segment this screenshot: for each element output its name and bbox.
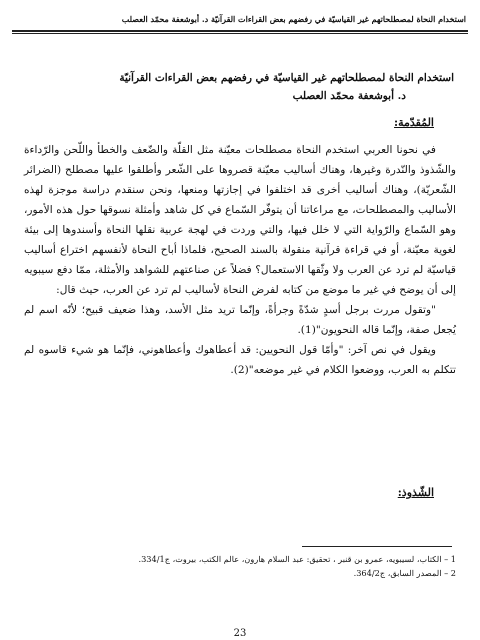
body-text — [24, 140, 456, 380]
footnote-1: 1 – الكتاب، لسيبويه، عمرو بن قنبر ، تحقيق: عبد السلام هارون، عالم الكتب، بيروت، ج334/1. — [138, 554, 456, 564]
header-rule-thin — [12, 33, 468, 34]
paragraph: ويقول في نص آخر: "وأمّا قول النحويين: قد أعطاهوك وأعطاهوني، فإنّما هو شيء قاسوه لم تتكلم به العرب، ووضعوا الكلام في غير موضعه"(2). — [24, 344, 456, 376]
footnote-2: 2 – المصدر السابق، ج364/2. — [353, 568, 456, 578]
section-heading-introduction: المُقدّمة: — [394, 116, 434, 129]
quote-paragraph: "وتقول مررت برجل أسدٍ شدّةً وجرأةً، وإنّما تريد مثل الأسد، وهذا ضعيف قبيح؛ لأنّه اسم لم يُجعل صفة، وإنّما قاله النحويون"(1). — [24, 304, 456, 336]
header-rule — [12, 30, 468, 32]
paragraph: في نحونا العربي استخدم النحاة مصطلحات معيّنة مثل القلّة والضّعف والخطأ واللّحن والرّداءة والشّذوذ والنّدرة وغيرها، وهناك أساليب معيّنة قصروها على الشّعر وأطلقوا عليها مصطلح (الضرائر الشّعريّة)، وهناك أساليب أخرى قد اختلفوا في إجازتها ومنعها، ونحن سنقدم دراسة موجزة لهذه الأساليب والمصطلحات، مع مراعاتنا أن يتوفّر السّماع في كل شاهد وأمثلة نسوقها حول هذه الأمور، وهو السّماع والرّواية التي لا خلل فيها، والتي وردت في لهجة عربية نقلها النحاة وأسندوها إلى بيئة لغوية معيّنة، أو في قراءة قرآنية منقولة بالسند الصحيح، فلماذا أباح النحاة لأنفسهم اختراع أساليب قياسيّة لم ترد عن العرب ولا وثّقها الاستعمال؟ فضلاً عن صناعتهم للشواهد والأمثلة، ممّا دفع سيبويه إلى أن يوضح في غير ما موضع من كتابه لفرض النحاة لأساليب لم ترد عن العرب، حيث قال: — [24, 144, 456, 296]
running-header: استخدام النحاة لمصطلحاتهم غير القياسيّة في رفضهم بعض القراءات القرآنيّة د. أبوشعفة محمّد العصلب — [121, 14, 466, 24]
section-heading-shudhudh: الشّذوذ: — [397, 486, 434, 499]
footnotes — [24, 552, 456, 580]
page-number: 23 — [233, 628, 247, 639]
article-title: استخدام النحاة لمصطلحاتهم غير القياسيّة في رفضهم بعض القراءات القرآنيّة — [119, 72, 454, 84]
footnote-separator — [302, 546, 452, 547]
author-name: د. أبوشعفة محمّد العصلب — [292, 90, 406, 102]
